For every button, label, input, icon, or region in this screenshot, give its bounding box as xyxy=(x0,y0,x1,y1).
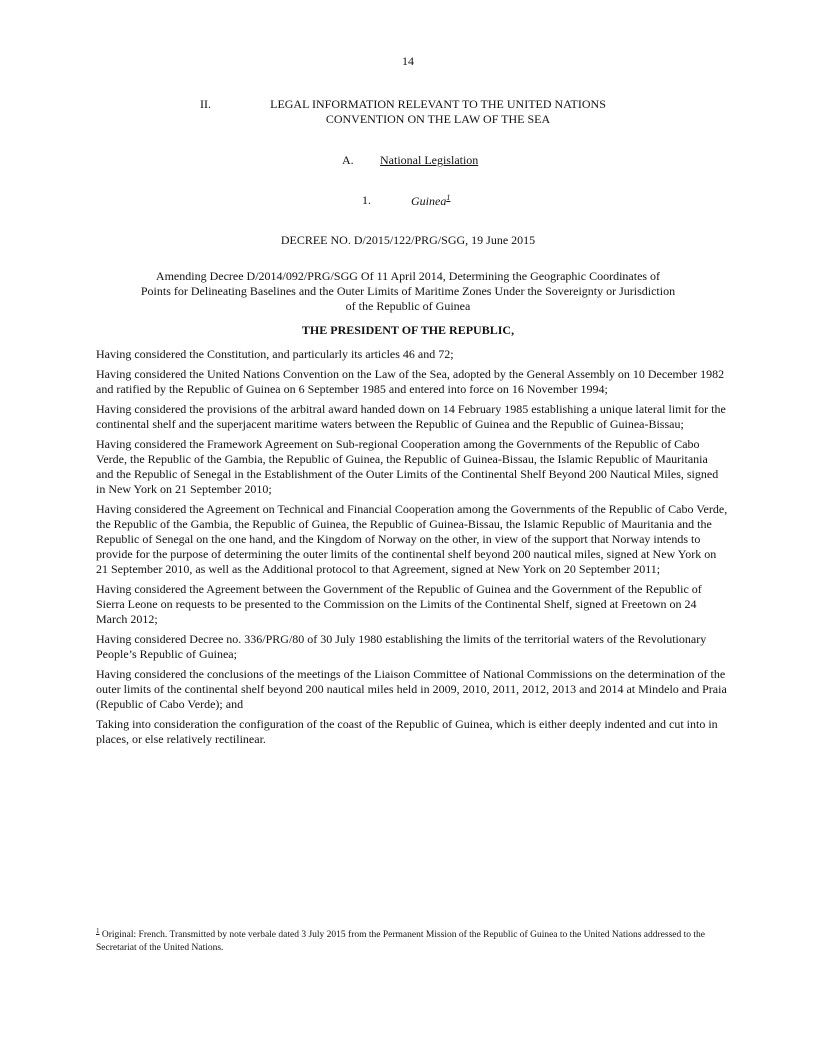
preamble-paragraph: Having considered the provisions of the arbitral award handed down on 14 February 1985 establishing a unique lateral limit for the continental shelf and the superjacent maritime waters between the Republic of Guinea and the Republic of Guinea-Bissau; xyxy=(96,402,726,431)
preamble-paragraph: Having considered the United Nations Convention on the Law of the Sea, adopted by the General Assembly on 10 December 1982 and ratified by the Republic of Guinea on 6 September 1985 and entered into force on 16 November 1994; xyxy=(96,367,725,396)
page-number: 14 xyxy=(402,54,414,68)
subsection-heading xyxy=(342,153,479,168)
subsection-letter: A. xyxy=(342,153,354,167)
preamble-paragraph: Having considered the conclusions of the meetings of the Liaison Committee of National Commissions on the determination of the outer limits of the continental shelf beyond 200 nautical miles held in 2009, 2010, 2011, 2012, 2013 and 2014 at Mindelo and Praia (Republic of Cabo Verde); and xyxy=(96,667,727,711)
section-number: II. xyxy=(200,97,211,111)
preamble-paragraph: Having considered Decree no. 336/PRG/80 of 30 July 1980 establishing the limits of the territorial waters of the Revolutionary People’s Republic of Guinea; xyxy=(96,632,707,661)
president-heading: THE PRESIDENT OF THE REPUBLIC, xyxy=(301,323,515,337)
subsubsection-title-wrap xyxy=(411,193,450,209)
preamble-paragraph: Having considered the Agreement on Technical and Financial Cooperation among the Governments of the Republic of Cabo Verde, the Republic of the Gambia, the Republic of Guinea, the Republic of Guinea-Bissau, the Islamic Republic of Mauritania and the Republic of Senegal on the one hand, and the Kingdom of Norway on the other, in view of the support that Norway intends to provide for the purpose of determining the outer limits of the continental shelf beyond 200 nautical miles, signed at New York on 21 September 2010, as well as the Additional protocol to that Agreement, signed at New York on 20 September 2011; xyxy=(96,502,728,576)
subsubsection-heading xyxy=(362,193,451,208)
section-title: LEGAL INFORMATION RELEVANT TO THE UNITED NATIONS CONVENTION ON THE LAW OF THE SEA xyxy=(270,97,606,126)
preamble-paragraph: Having considered the Agreement between the Government of the Republic of Guinea and the Government of the Republic of Sierra Leone on requests to be presented to the Commission on the Limits of the Continental Shelf, signed at Freetown on 24 March 2012; xyxy=(96,582,702,626)
preamble-body xyxy=(96,347,728,752)
decree-title: DECREE NO. D/2015/122/PRG/SGG, 19 June 2015 xyxy=(280,233,536,247)
footnote-marker: 1 xyxy=(96,927,100,935)
subsubsection-number: 1. xyxy=(362,193,371,207)
subsubsection-title: Guinea xyxy=(411,194,447,208)
footnote-text: Original: French. Transmitted by note verbale dated 3 July 2015 from the Permanent Mission of the Republic of Guinea to the United Nations addressed to the Secretariat of the United Nations. xyxy=(96,930,706,953)
amending-subtitle: Amending Decree D/2014/092/PRG/SGG Of 11 April 2014, Determining the Geographic Coordinates of Points for Delineating Baselines and the Outer Limits of Maritime Zones Under the Sovereignty or Jurisdiction of the Republic of Guinea xyxy=(140,269,676,313)
preamble-paragraph: Taking into consideration the configuration of the coast of the Republic of Guinea, which is either deeply indented and cut into in places, or else relatively rectilinear. xyxy=(96,717,718,746)
preamble-paragraph: Having considered the Framework Agreement on Sub-regional Cooperation among the Governments of the Republic of Cabo Verde, the Republic of the Gambia, the Republic of Guinea, the Republic of Guinea-Bissau, the Islamic Republic of Mauritania and the Republic of Senegal in the Establishment of the Outer Limits of the Continental Shelf Beyond 200 Nautical Miles, signed in New York on 21 September 2010; xyxy=(96,437,719,496)
preamble-paragraph: Having considered the Constitution, and particularly its articles 46 and 72; xyxy=(96,347,454,361)
footnote xyxy=(96,925,716,955)
subsection-title: National Legislation xyxy=(380,153,479,167)
footnote-ref-link[interactable]: 1 xyxy=(446,193,451,202)
